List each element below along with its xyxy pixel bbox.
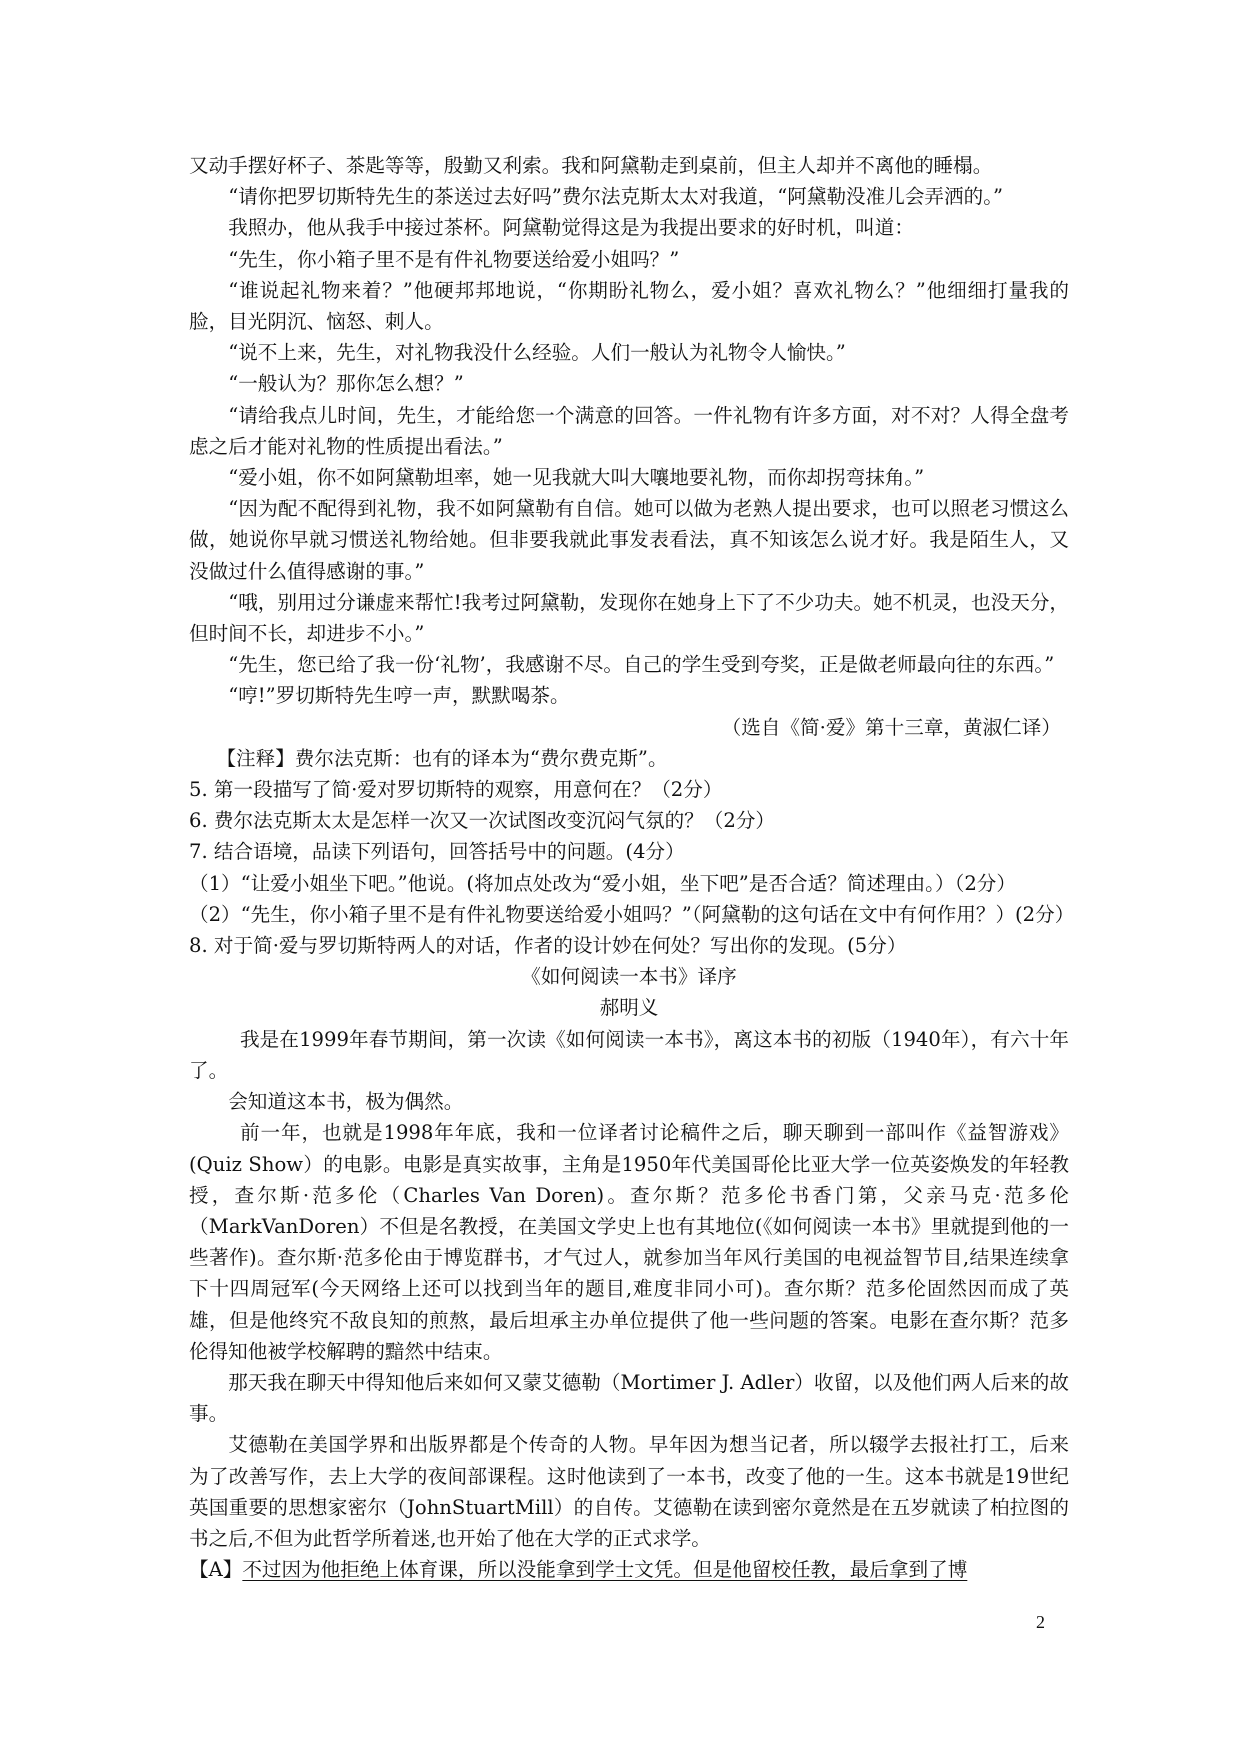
passage2-title: 《如何阅读一本书》译序 (521, 965, 737, 989)
passage2-paragraph-3: 前一年，也就是1998年年底，我和一位译者讨论稿件之后，聊天聊到一部叫作《益智游戏》(Quiz Show）的电影。电影是真实故事，主角是1950年代美国哥伦比亚大学一位英姿焕发的年轻教授，查尔斯·范多伦（Charles Van Doren)。查尔斯？范多伦书香门第，父亲马克·范多伦（MarkVanDoren）不但是名教授，在美国文学史上也有其地位(《如何阅读一本书》里就提到他的一些著作)。查尔斯·范多伦由于博览群书，才气过人，就参加当年风行美国的电视益智节目,结果连续拿下十四周冠军(今天网络上还可以找到当年的题目,难度非同小可)。查尔斯？范多伦固然因而成了英雄，但是他终究不敌良知的煎熬，最后坦承主办单位提供了他一些问题的答案。电影在查尔斯？范多伦得知他被学校解聘的黯然中结束。 (189, 1121, 1069, 1363)
passage1-paragraph-6: “说不上来，先生，对礼物我没什么经验。人们一般认为礼物令人愉快。” (228, 341, 846, 365)
passage2-author: 郝明义 (599, 996, 659, 1020)
passage2-paragraph-5: 艾德勒在美国学界和出版界都是个传奇的人物。早年因为想当记者，所以辍学去报社打工，后来为了改善写作，去上大学的夜间部课程。这时他读到了一本书，改变了他的一生。这本书就是19世纪英国重要的思想家密尔（JohnStuartMill）的自传。艾德勒在读到密尔竟然是在五岁就读了柏拉图的书之后,不但为此哲学所着迷,也开始了他在大学的正式求学。 (189, 1433, 1069, 1550)
passage2-paragraph-1: 我是在1999年春节期间，第一次读《如何阅读一本书》，离这本书的初版（1940年），有六十年了。 (189, 1027, 1069, 1082)
question-5: 5. 第一段描写了简·爱对罗切斯特的观察，用意何在？（2分） (189, 778, 723, 802)
passage1-paragraph-8: “请给我点儿时间，先生，才能给您一个满意的回答。一件礼物有许多方面，对不对？人得全盘考虑之后才能对礼物的性质提出看法。” (189, 403, 1069, 458)
passage2-paragraph-2: 会知道这本书，极为偶然。 (228, 1090, 464, 1114)
question-6: 6. 费尔法克斯太太是怎样一次又一次试图改变沉闷气氛的？（2分） (189, 809, 776, 833)
question-7-1: （1）“让爱小姐坐下吧。”他说。(将加点处改为“爱小姐，坐下吧”是否合适？简述理由。）（2分） (189, 871, 1016, 895)
passage1-paragraph-12: “先生，您已给了我一份‘礼物’，我感谢不尽。自己的学生受到夸奖，正是做老师最向往的东西。” (228, 653, 1055, 677)
annotation-note: 【注释】费尔法克斯：也有的译本为“费尔费克斯”。 (216, 746, 668, 770)
underlined-sentence-a: 不过因为他拒绝上体育课，所以没能拿到学士文凭。但是他留校任教，最后拿到了博 (242, 1558, 968, 1582)
question-7-2: （2）“先生，你小箱子里不是有件礼物要送给爱小姐吗？”（阿黛勒的这句话在文中有何作用？）(2分） (189, 902, 1075, 926)
document-page (189, 150, 1075, 1585)
passage1-paragraph-11: “哦，别用过分谦虚来帮忙!我考过阿黛勒，发现你在她身上下了不少功夫。她不机灵，也没天分，但时间不长，却进步不小。” (189, 590, 1070, 646)
passage2-paragraph-4: 那天我在聊天中得知他后来如何又蒙艾德勒（Mortimer J. Adler）收留，以及他们两人后来的故事。 (189, 1370, 1069, 1426)
passage1-paragraph-2: “请你把罗切斯特先生的茶送过去好吗”费尔法克斯太太对我道，“阿黛勒没准儿会弄洒的。” (228, 185, 1004, 209)
passage2-paragraph-6 (189, 1554, 1069, 1585)
passage1-paragraph-10: “因为配不配得到礼物，我不如阿黛勒有自信。她可以做为老熟人提出要求，也可以照老习惯这么做，她说你早就习惯送礼物给她。但非要我就此事发表看法，真不知该怎么说才好。我是陌生人，又没做过什么值得感谢的事。” (189, 497, 1069, 583)
passage1-paragraph-3: 我照办，他从我手中接过茶杯。阿黛勒觉得这是为我提出要求的好时机，叫道： (228, 216, 914, 240)
passage1-paragraph-5: “谁说起礼物来着？”他硬邦邦地说，“你期盼礼物么，爱小姐？喜欢礼物么？”他细细打量我的脸，目光阴沉、恼怒、刺人。 (189, 278, 1069, 334)
passage1-paragraph-7: “一般认为？那你怎么想？” (228, 372, 464, 396)
question-8: 8. 对于简·爱与罗切斯特两人的对话，作者的设计妙在何处？写出你的发现。(5分） (189, 934, 907, 958)
question-7: 7. 结合语境，品读下列语句，回答括号中的问题。(4分） (189, 840, 685, 864)
passage1-paragraph-13: “哼!”罗切斯特先生哼一声，默默喝茶。 (228, 684, 570, 708)
source-citation: （选自《简·爱》第十三章，黄淑仁译） (721, 715, 1061, 739)
marker-a: 【A】 (189, 1558, 243, 1582)
page-number: 2 (1036, 1612, 1045, 1632)
passage1-paragraph-9: “爱小姐，你不如阿黛勒坦率，她一见我就大叫大嚷地要礼物，而你却拐弯抹角。” (228, 466, 925, 490)
passage1-paragraph-1: 又动手摆好杯子、茶匙等等，殷勤又利索。我和阿黛勒走到桌前，但主人却并不离他的睡榻。 (189, 154, 993, 177)
passage1-paragraph-4: “先生，你小箱子里不是有件礼物要送给爱小姐吗？” (228, 247, 680, 271)
